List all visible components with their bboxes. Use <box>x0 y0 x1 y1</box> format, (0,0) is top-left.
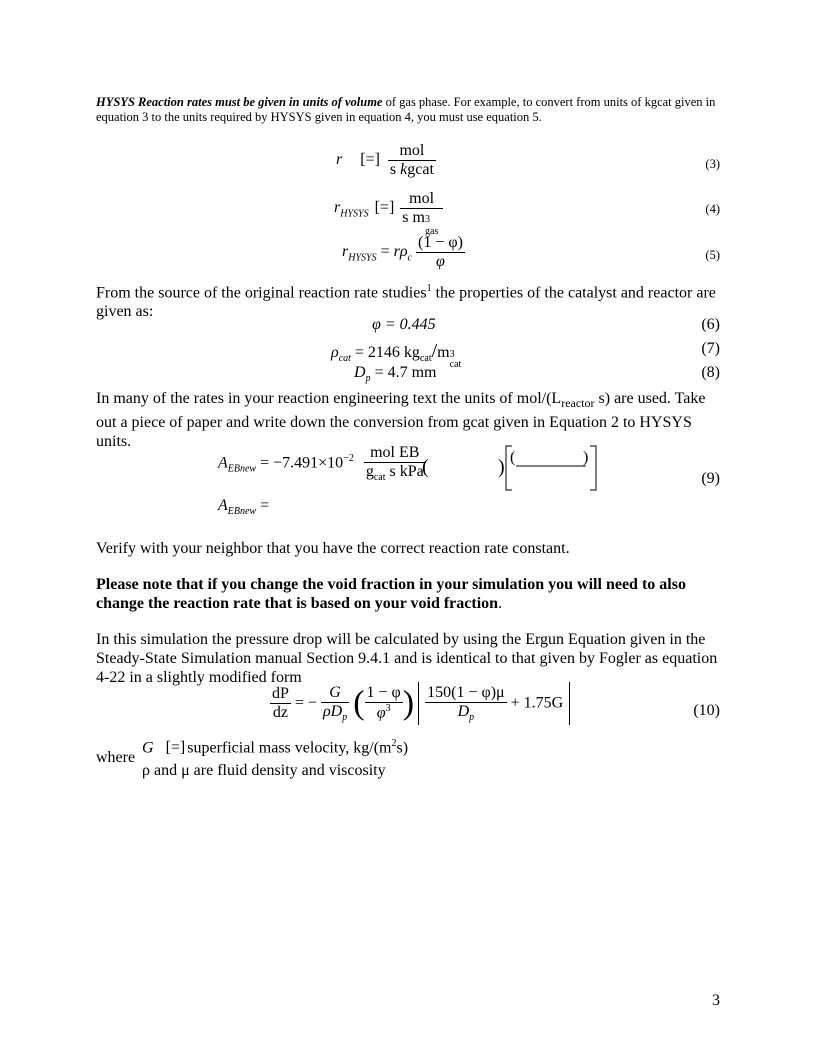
eq7-number: (7) <box>701 340 720 357</box>
eq8-sub: p <box>365 373 371 385</box>
eq3-rel: [=] <box>360 151 380 169</box>
eq3-num: mol <box>388 142 436 161</box>
intro-bold-italic: HYSYS Reaction rates must be given in units of volume <box>96 95 383 109</box>
eq9-inner-right-paren: ) <box>583 449 589 466</box>
intro-paragraph <box>96 95 720 125</box>
equation-5 <box>342 234 465 271</box>
equation-9b <box>218 497 269 517</box>
eq4-fraction <box>400 190 443 237</box>
where-label: where <box>96 749 136 766</box>
equation-7 <box>331 340 466 370</box>
where-line-2: ρ and μ are fluid density and viscosity <box>142 762 386 779</box>
para4-end: . <box>498 595 503 612</box>
eq9-right-bracket <box>590 446 596 490</box>
page-number: 3 <box>712 992 720 1009</box>
where-line1-end: s) <box>396 739 409 757</box>
paragraph-ergun: In this simulation the pressure drop will be calculated by using the Ergun Equation given in the Steady-State Simulation manual Section 9.4.1 and is identical to that given by Fogler as equation 4-22 in a slightly modified form <box>96 631 718 686</box>
eq9b-sub: EBnew <box>227 506 257 518</box>
eq8-number: (8) <box>701 364 720 381</box>
eq10-rhoDp-sub: p <box>342 712 348 724</box>
eq10-bracket-frac <box>425 684 507 723</box>
eq9-inner-left-paren: ( <box>510 449 516 466</box>
equation-9 <box>218 444 426 483</box>
paragraph-units <box>96 389 720 451</box>
where-line-1 <box>142 738 408 757</box>
equation-6: φ = 0.445 <box>372 316 436 333</box>
eq4-den: s m <box>402 209 425 226</box>
eq4-lhs-sub: HYSYS <box>340 208 369 220</box>
eq5-num: (1 − φ) <box>418 234 463 251</box>
eq10-dp-den: dz <box>272 704 288 722</box>
eq9-blank-brackets <box>420 444 600 492</box>
intro-rest: of gas phase. For example, to convert from units of kgcat given in equation 3 to the units required by HYSYS given in equation 4, you must use equation 5. <box>96 95 716 124</box>
eq8-mid: = 4.7 mm <box>370 364 437 381</box>
eq4-number: (4) <box>705 202 720 216</box>
para1-text-a: From the source of the original reaction rate studies <box>96 284 427 302</box>
eq9-den-g: g <box>365 463 374 480</box>
eq10-rhoDp: ρD <box>322 703 343 720</box>
eq7-m-sup: 3 <box>449 349 455 360</box>
eq3-lhs: r <box>336 151 343 169</box>
eq3-den-s: s <box>389 161 401 178</box>
eq7-m-sub: cat <box>449 359 462 370</box>
eq7-kg-sub: cat <box>419 353 432 365</box>
eq5-rho: ρ <box>399 243 408 261</box>
eq10-dpdz <box>270 685 291 722</box>
eq4-den-sub: gas <box>424 226 439 237</box>
eq9-den-rest: s kPa <box>385 463 424 480</box>
eq9-den-sub: cat <box>373 472 386 484</box>
para1-sup: 1 <box>426 283 432 294</box>
eq3-number: (3) <box>705 157 720 171</box>
para2-text-a: In many of the rates in your reaction engineering text the units of mol/(L <box>96 390 562 407</box>
eq10-bracket <box>418 682 570 725</box>
paragraph-verify: Verify with your neighbor that you have the correct reaction rate constant. <box>96 540 570 557</box>
eq4-rel: [=] <box>374 199 395 217</box>
eq9-number: (9) <box>701 470 720 487</box>
eq4-den-sup: 3 <box>424 214 430 225</box>
eq5-den: φ <box>436 253 445 270</box>
equation-3 <box>336 142 436 179</box>
eq7-rho: ρ <box>331 344 339 361</box>
eq9-exp: −2 <box>343 452 354 464</box>
eq10-bracket-den-sub: p <box>469 712 475 724</box>
eq10-phi-frac <box>365 684 403 722</box>
eq7-sub: cat <box>338 353 351 365</box>
eq10-rparen: ) <box>402 684 415 722</box>
para1-text-b: the properties of the catalyst and reactor are given as: <box>96 284 716 321</box>
eq4-num: mol <box>400 190 443 209</box>
eq5-lhs: r <box>342 243 349 261</box>
where-line1-text: superficial mass velocity, kg/(m <box>187 739 392 757</box>
eq9-fraction <box>364 444 426 483</box>
eq5-number: (5) <box>705 248 720 262</box>
eq10-g-frac <box>321 684 349 723</box>
where-rel: [=] <box>165 739 186 757</box>
paragraph-note <box>96 575 720 613</box>
eq10-G: G <box>329 684 341 701</box>
eq10-number: (10) <box>693 702 720 719</box>
equation-8 <box>354 364 436 384</box>
eq9-left-paren: ( <box>422 456 429 478</box>
eq5-rho-sub: c <box>407 252 412 264</box>
eq5-eq: = <box>376 243 394 261</box>
eq10-bracket-num: 150(1 − φ)μ <box>427 684 505 701</box>
eq10-lparen: ( <box>353 684 365 722</box>
eq10-plus: + 1.75G <box>506 694 564 712</box>
paragraph-source <box>96 279 720 321</box>
eq9-A: A <box>218 454 228 472</box>
eq9-right-paren: ) <box>498 456 505 478</box>
eq4-lhs: r <box>334 199 341 217</box>
eq10-bracket-den: D <box>457 703 470 720</box>
eq5-fraction <box>416 234 465 271</box>
equation-10 <box>270 682 570 725</box>
eq3-den-k: k <box>400 161 408 178</box>
para4-bold: Please note that if you change the void fraction in your simulation you will need to also change the reaction rate that is based on your void fraction <box>96 576 686 612</box>
para2-sub: reactor <box>561 396 595 411</box>
eq7-m: m <box>437 344 450 361</box>
eq3-fraction <box>388 142 436 179</box>
eq9-num: mol EB <box>364 444 426 463</box>
eq10-phi-num: 1 − φ <box>366 684 401 702</box>
eq9b-A: A <box>218 497 228 514</box>
eq5-r: r <box>393 243 400 261</box>
eq10-eq: = − <box>290 694 317 712</box>
where-G: G <box>142 739 154 757</box>
eq10-dp-num: dP <box>272 685 289 703</box>
eq7-mid: = 2146 kg <box>350 344 420 361</box>
eq5-lhs-sub: HYSYS <box>348 252 377 264</box>
eq9-mid: = −7.491×10 <box>256 454 344 472</box>
eq9b-mid: = <box>256 497 270 514</box>
eq10-phi-sup: 3 <box>385 703 391 715</box>
eq8-D: D <box>354 364 366 381</box>
where-line1-sup: 2 <box>391 738 397 749</box>
eq7-slash: / <box>431 340 438 362</box>
eq3-den-rest: gcat <box>407 161 434 178</box>
eq10-phi-den: φ <box>376 704 386 722</box>
eq6-number: (6) <box>701 316 720 333</box>
eq9-sub: EBnew <box>227 463 257 475</box>
equation-4 <box>334 190 443 237</box>
para2-text-b: s) are used. Take out a piece of paper and write down the conversion from gcat given in Equation 2 to HYSYS units. <box>96 390 706 451</box>
